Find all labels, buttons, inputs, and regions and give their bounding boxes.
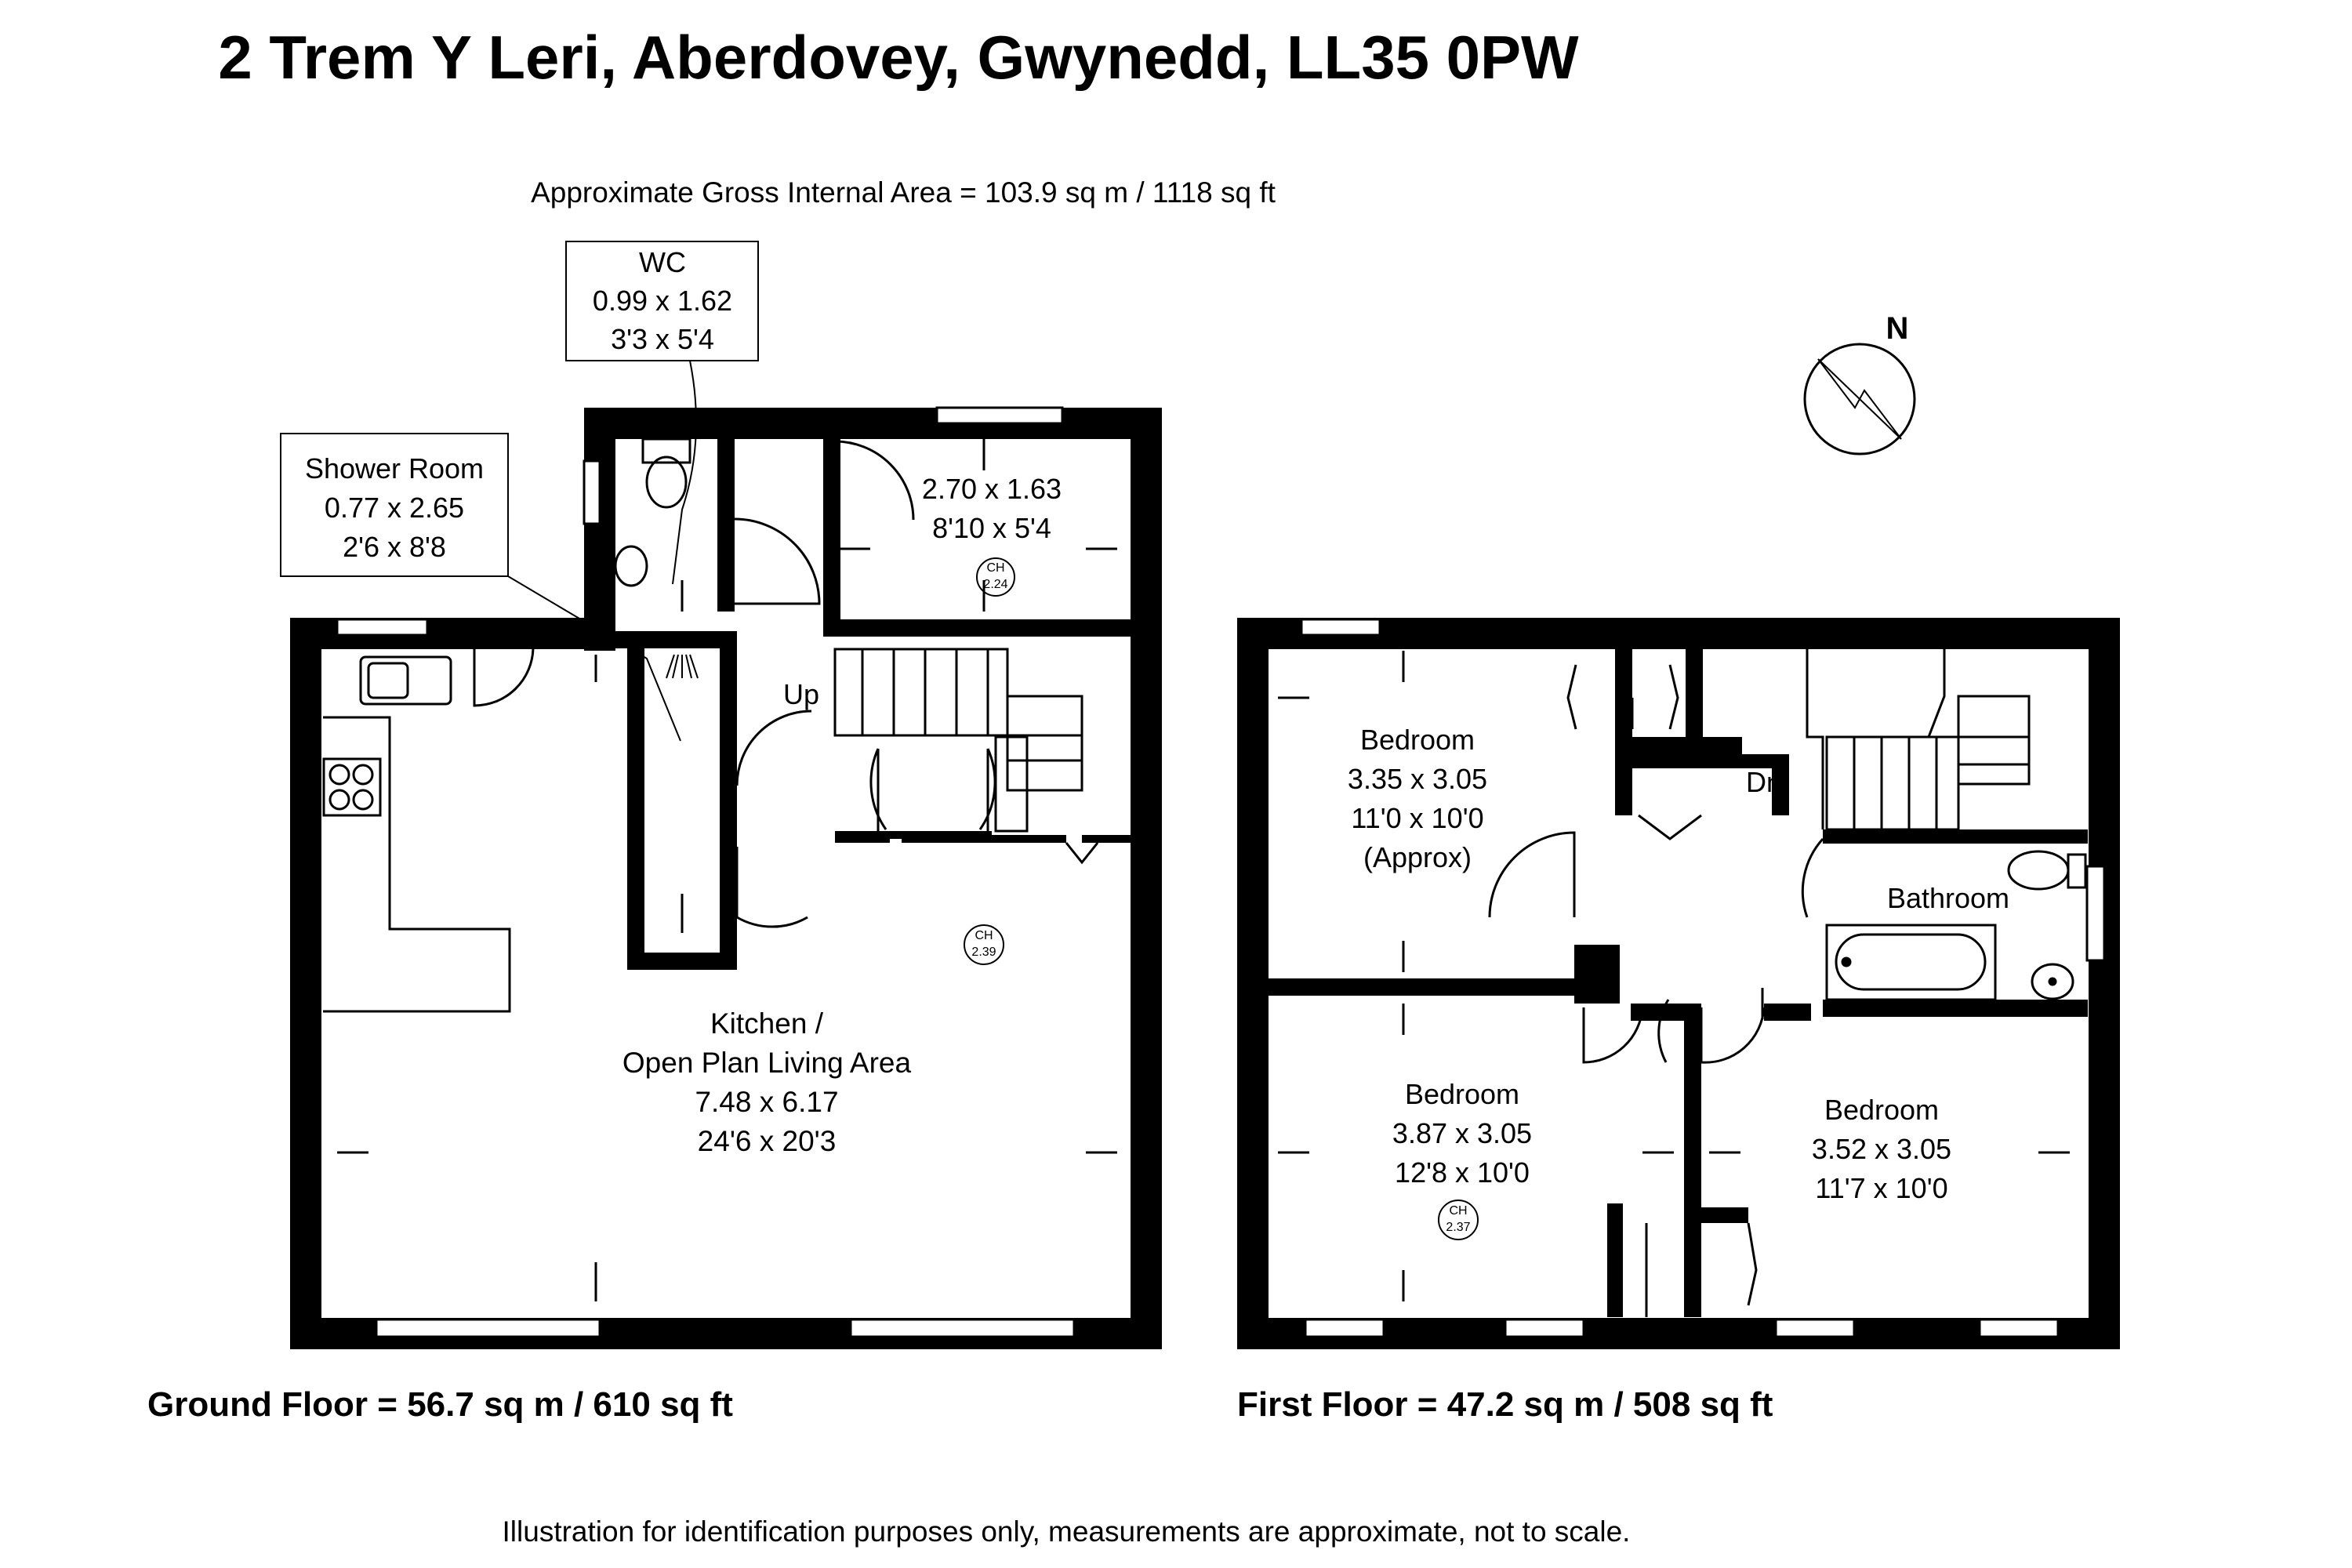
bedroom2-ceiling-height-badge (1439, 1200, 1478, 1240)
ground-floor-summary: Ground Floor = 56.7 sq m / 610 sq ft (147, 1385, 733, 1424)
disclaimer: Illustration for identification purposes only, measurements are approximate, not to scale. (502, 1515, 1631, 1548)
stairs-down-label: Dn (1745, 766, 1783, 798)
kitchen-metric: 7.48 x 6.17 (695, 1086, 839, 1118)
stairs-up-label: Up (782, 678, 820, 710)
stair-wall-2 (835, 835, 890, 843)
bedroom3-name: Bedroom (1824, 1094, 1940, 1126)
kitchen-ch-value: 2.39 (971, 946, 996, 959)
north-compass-icon (1805, 311, 1915, 454)
bedroom3-metric: 3.52 x 3.05 (1811, 1133, 1952, 1165)
wc-name: WC (639, 246, 686, 278)
compass-north-label: N (1886, 311, 1909, 346)
stair-wall-4 (1082, 835, 1131, 843)
utility-bottom-wall (823, 619, 1131, 637)
bedroom2-imperial: 12'8 x 10'0 (1395, 1156, 1530, 1189)
utility-metric: 2.70 x 1.63 (921, 473, 1062, 505)
bathroom-name: Bathroom (1886, 882, 2010, 914)
bedroom3-imperial: 11'7 x 10'0 (1815, 1172, 1948, 1204)
bedroom2-name: Bedroom (1404, 1078, 1520, 1110)
bedroom2-ch-label: CH (1449, 1204, 1468, 1218)
shower-bottom-wall (627, 953, 737, 970)
bedroom1-imperial: 11'0 x 10'0 (1351, 802, 1484, 834)
first-floor-plan (1237, 619, 2104, 1424)
kitchen-imperial: 24'6 x 20'3 (697, 1125, 837, 1157)
utility-ch-label: CH (986, 561, 1005, 575)
bedroom1-note: (Approx) (1363, 841, 1472, 873)
property-address-title: 2 Trem Y Leri, Aberdovey, Gwynedd, LL35 0PW (218, 23, 1579, 92)
shower-room-imperial: 2'6 x 8'8 (343, 531, 446, 563)
kitchen-name-line1: Kitchen / (710, 1007, 823, 1040)
shower-room-metric: 0.77 x 2.65 (324, 492, 465, 524)
utility-partition-left (823, 439, 840, 619)
bathroom-fixtures (1827, 851, 2085, 1000)
kitchen-name-line2: Open Plan Living Area (622, 1047, 912, 1079)
utility-imperial: 8'10 x 5'4 (932, 512, 1051, 544)
shower-right-wall (720, 648, 737, 970)
shower-room-name: Shower Room (304, 452, 485, 485)
first-floor-summary: First Floor = 47.2 sq m / 508 sq ft (1237, 1385, 1773, 1424)
first-stairs (1807, 649, 2029, 829)
gross-internal-area: Approximate Gross Internal Area = 103.9 sq m / 1118 sq ft (531, 176, 1276, 209)
bedroom2-metric: 3.87 x 3.05 (1392, 1117, 1533, 1149)
kitchen-ch-label: CH (975, 929, 993, 942)
wc-imperial: 3'3 x 5'4 (611, 323, 714, 355)
shower-left-wall (627, 648, 644, 970)
wc-partition (717, 439, 735, 612)
bedroom1-name: Bedroom (1359, 724, 1475, 756)
shower-top-wall (549, 631, 737, 648)
stair-wall-3 (902, 835, 1066, 843)
utility-ch-value: 2.24 (983, 578, 1008, 591)
ground-floor-plan (147, 241, 1162, 1424)
wc-outer-wall (584, 423, 615, 651)
bedroom2-ch-value: 2.37 (1446, 1221, 1471, 1234)
wc-metric: 0.99 x 1.62 (592, 285, 733, 317)
bedroom1-metric: 3.35 x 3.05 (1347, 763, 1488, 795)
